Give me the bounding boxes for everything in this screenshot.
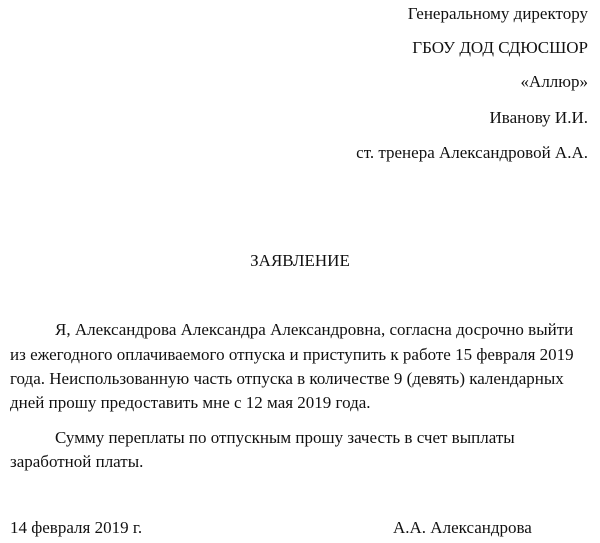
sender-name: ст. тренера Александровой А.А. (356, 143, 588, 162)
paragraph2-line: Сумму переплаты по отпускным прошу зачесть в счет выплаты (55, 428, 515, 447)
addressee-organization: ГБОУ ДОД СДЮСШОР (412, 38, 588, 57)
paragraph1-line: Я, Александрова Александра Александровна, согласна досрочно выйти (55, 320, 574, 339)
paragraph1-line: года. Неиспользованную часть отпуска в количестве 9 (девять) календарных (10, 369, 564, 388)
paragraph1-line: дней прошу предоставить мне с 12 мая 2019 года. (10, 393, 371, 412)
addressee-organization-name: «Аллюр» (520, 72, 588, 91)
addressee-name: Иванову И.И. (489, 108, 588, 127)
paragraph1-line: из ежегодного оплачиваемого отпуска и приступить к работе 15 февраля 2019 (10, 345, 574, 364)
document-date: 14 февраля 2019 г. (10, 518, 143, 537)
paragraph2-line: заработной платы. (10, 452, 144, 471)
signature-name: А.А. Александрова (393, 518, 532, 537)
addressee-position: Генеральному директору (407, 4, 588, 23)
document-title: ЗАЯВЛЕНИЕ (250, 251, 350, 270)
